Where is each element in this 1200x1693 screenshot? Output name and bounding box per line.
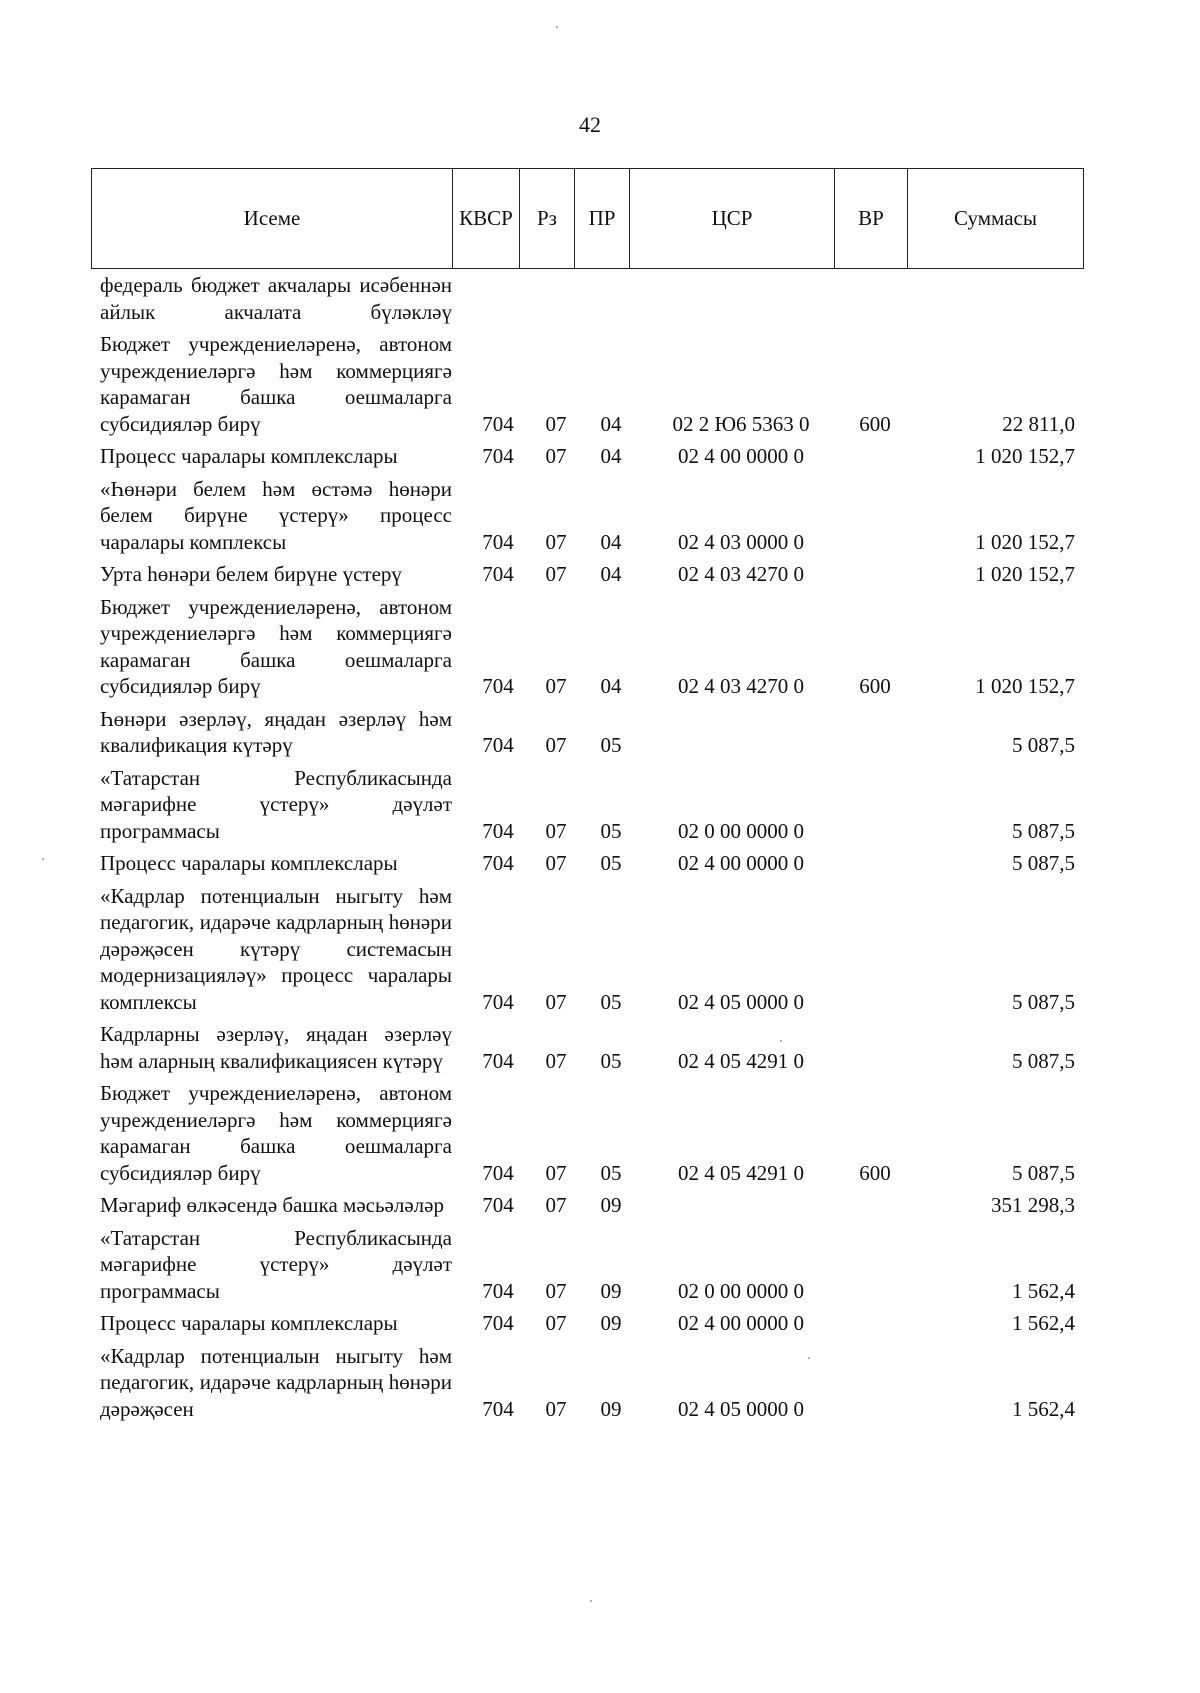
cell-pr: 05 (600, 1048, 622, 1073)
table-row (91, 331, 1084, 437)
cell-kvsr: 704 (482, 411, 514, 436)
cell-csr: 02 4 00 0000 0 (678, 444, 804, 468)
scan-speck (590, 1600, 592, 1602)
cell-rz: 07 (545, 733, 567, 757)
cell-name: Бюджет учреждениеләренә, автоном учреждениеләргә һәм коммерциягә карамаган башка оешмаларга субсидияләр бирү (100, 1081, 452, 1185)
cell-kvsr: 704 (482, 1278, 514, 1303)
cell-name: Процесс чаралары комплекслары (100, 851, 398, 875)
cell-csr: 02 4 05 0000 0 (678, 989, 804, 1014)
cell-name: Кадрларны әзерләү, яңадан әзерләү һәм аларның квалификациясен күтәрү (100, 1022, 452, 1073)
cell-pr: 09 (600, 1396, 622, 1421)
table-row (91, 1225, 1084, 1305)
cell-pr: 04 (600, 444, 622, 468)
cell-csr: 02 4 03 0000 0 (678, 529, 804, 554)
cell-kvsr: 704 (482, 444, 514, 468)
cell-kvsr: 704 (482, 1311, 514, 1335)
page-number: 42 (579, 112, 601, 137)
cell-sum: 5 087,5 (1012, 1160, 1075, 1185)
cell-sum: 351 298,3 (991, 1193, 1075, 1217)
table-row (91, 561, 1084, 588)
cell-pr: 09 (600, 1278, 622, 1303)
cell-name: Мәгариф өлкәсендә башка мәсьәләләр (100, 1193, 444, 1217)
cell-kvsr: 704 (482, 1160, 514, 1185)
cell-kvsr: 704 (482, 1193, 514, 1217)
table-row (91, 1343, 1084, 1423)
table-row (91, 765, 1084, 845)
cell-name: «Татарстан Республикасында мәгарифне үстерү» дәүләт программасы (100, 1225, 452, 1303)
header-csr: ЦСР (630, 169, 835, 268)
cell-rz: 07 (545, 411, 567, 436)
cell-name: Һөнәри әзерләү, яңадан әзерләү һәм квалификация күтәрү (100, 706, 452, 757)
table-row (91, 850, 1084, 877)
cell-rz: 07 (545, 989, 567, 1014)
cell-name: «Кадрлар потенциалын ныгыту һәм педагогик, идарәче кадрларның һөнәри дәрәҗәсен (100, 1343, 452, 1421)
cell-kvsr: 704 (482, 733, 514, 757)
table-row (91, 272, 1084, 325)
cell-pr: 04 (600, 529, 622, 554)
cell-pr: 05 (600, 989, 622, 1014)
cell-pr: 05 (600, 733, 622, 757)
cell-name: Процесс чаралары комплекслары (100, 444, 398, 468)
cell-sum: 1 562,4 (1012, 1278, 1075, 1303)
table-row (91, 443, 1084, 470)
cell-pr: 09 (600, 1193, 622, 1217)
cell-csr: 02 0 00 0000 0 (678, 1278, 804, 1303)
cell-sum: 5 087,5 (1012, 851, 1075, 875)
cell-kvsr: 704 (482, 1396, 514, 1421)
cell-kvsr: 704 (482, 674, 514, 698)
cell-csr: 02 4 00 0000 0 (678, 1311, 804, 1335)
table-row (91, 706, 1084, 759)
cell-csr: 02 4 05 4291 0 (678, 1048, 804, 1073)
cell-csr: 02 4 05 4291 0 (678, 1160, 804, 1185)
cell-csr: 02 4 03 4270 0 (678, 674, 804, 698)
cell-rz: 07 (545, 851, 567, 875)
cell-name: «Кадрлар потенциалын ныгыту һәм педагогик, идарәче кадрларның һөнәри дәрәҗәсен күтәрү системасын модернизацияләү» процесс чаралары комплексы (100, 883, 452, 1014)
table-row (91, 476, 1084, 556)
cell-kvsr: 704 (482, 1048, 514, 1073)
cell-rz: 07 (545, 818, 567, 843)
cell-csr: 02 4 03 4270 0 (678, 562, 804, 586)
cell-pr: 05 (600, 851, 622, 875)
cell-csr: 02 4 05 0000 0 (678, 1396, 804, 1421)
cell-rz: 07 (545, 1396, 567, 1421)
cell-name: Бюджет учреждениеләренә, автоном учреждениеләргә һәм коммерциягә карамаган башка оешмаларга субсидияләр бирү (100, 594, 452, 698)
header-name: Исеме (92, 169, 453, 268)
cell-rz: 07 (545, 1311, 567, 1335)
header-rz: Рз (520, 169, 575, 268)
cell-vr: 600 (859, 411, 891, 436)
header-sum: Суммасы (954, 206, 1037, 230)
cell-sum: 1 020 152,7 (975, 562, 1075, 586)
cell-sum: 22 811,0 (1002, 411, 1075, 436)
cell-name: федераль бюджет акчалары исәбеннән айлык акчалата бүләкләү (100, 273, 452, 324)
cell-rz: 07 (545, 529, 567, 554)
cell-name: Бюджет учреждениеләренә, автоном учреждениеләргә һәм коммерциягә карамаган башка оешмаларга субсидияләр бирү (100, 332, 452, 436)
scan-speck (780, 1040, 782, 1042)
scan-speck (42, 858, 44, 860)
cell-pr: 04 (600, 674, 622, 698)
cell-rz: 07 (545, 674, 567, 698)
cell-kvsr: 704 (482, 818, 514, 843)
cell-name: «Татарстан Республикасында мәгарифне үстерү» дәүләт программасы (100, 765, 452, 843)
cell-sum: 1 562,4 (1012, 1311, 1075, 1335)
cell-kvsr: 704 (482, 989, 514, 1014)
header-vr: ВР (835, 169, 908, 268)
table-row (91, 1021, 1084, 1074)
table-row (91, 1192, 1084, 1219)
scan-speck (808, 1357, 810, 1359)
cell-csr: 02 2 Ю6 5363 0 (672, 411, 810, 436)
cell-name: Урта һөнәри белем бирүне үстерү (100, 562, 402, 586)
cell-rz: 07 (545, 1160, 567, 1185)
cell-sum: 1 562,4 (1012, 1396, 1075, 1421)
cell-pr: 05 (600, 1160, 622, 1185)
header-kvsr: КВСР (453, 169, 520, 268)
cell-sum: 5 087,5 (1012, 1048, 1075, 1073)
cell-rz: 07 (545, 444, 567, 468)
cell-pr: 05 (600, 818, 622, 843)
scan-speck (556, 26, 558, 28)
cell-sum: 5 087,5 (1012, 989, 1075, 1014)
cell-pr: 04 (600, 411, 622, 436)
cell-sum: 5 087,5 (1012, 733, 1075, 757)
cell-rz: 07 (545, 1278, 567, 1303)
cell-vr: 600 (859, 674, 891, 698)
cell-name: Процесс чаралары комплекслары (100, 1311, 398, 1335)
cell-sum: 1 020 152,7 (975, 674, 1075, 698)
table-row (91, 1310, 1084, 1337)
table-row (91, 1080, 1084, 1186)
cell-kvsr: 704 (482, 529, 514, 554)
cell-pr: 04 (600, 562, 622, 586)
cell-sum: 5 087,5 (1012, 818, 1075, 843)
header-pr: ПР (575, 169, 630, 268)
table-body (91, 272, 1084, 1428)
cell-name: «Һөнәри белем һәм өстәмә һөнәри белем бирүне үстерү» процесс чаралары комплексы (100, 476, 452, 554)
table-row (91, 594, 1084, 700)
cell-rz: 07 (545, 1193, 567, 1217)
table-row (91, 883, 1084, 1016)
cell-sum: 1 020 152,7 (975, 529, 1075, 554)
cell-sum: 1 020 152,7 (975, 444, 1075, 468)
cell-csr: 02 4 00 0000 0 (678, 851, 804, 875)
cell-kvsr: 704 (482, 851, 514, 875)
cell-rz: 07 (545, 562, 567, 586)
cell-pr: 09 (600, 1311, 622, 1335)
cell-rz: 07 (545, 1048, 567, 1073)
cell-kvsr: 704 (482, 562, 514, 586)
cell-csr: 02 0 00 0000 0 (678, 818, 804, 843)
cell-vr: 600 (859, 1160, 891, 1185)
table-header (91, 168, 1084, 269)
